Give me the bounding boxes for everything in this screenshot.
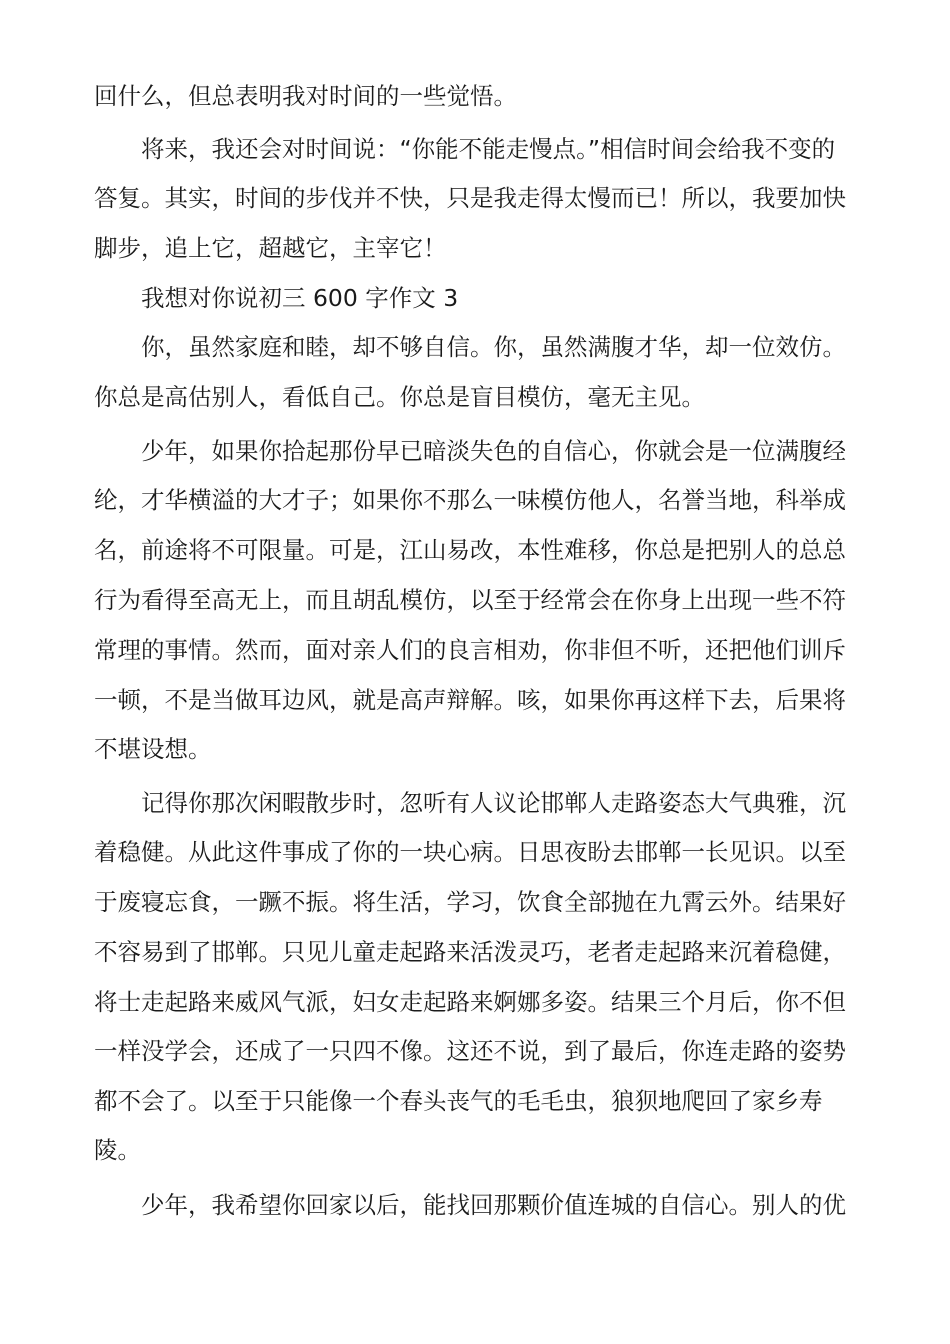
- text-line: [0, 1081, 950, 1121]
- text-line: [0, 129, 950, 169]
- line-text: 记得你那次闲暇散步时，忽听有人议论邯郸人走路姿态大气典雅，沉: [141, 789, 846, 817]
- text-line: [0, 832, 950, 872]
- text-line: [0, 982, 950, 1022]
- line-text: 脚步，追上它，超越它，主宰它！: [94, 234, 447, 262]
- line-text: 于废寝忘食，一蹶不振。将生活，学习，饮食全部抛在九霄云外。结果好: [94, 888, 846, 916]
- line-text: 答复。其实，时间的步伐并不快，只是我走得太慢而已！所以，我要加快: [94, 184, 846, 212]
- line-text: 少年，如果你拾起那份早已暗淡失色的自信心，你就会是一位满腹经: [141, 437, 846, 465]
- text-line: [0, 178, 950, 218]
- line-text: 不堪设想。: [94, 735, 212, 763]
- line-text: 回什么，但总表明我对时间的一些觉悟。: [94, 82, 517, 110]
- text-line: [0, 480, 950, 520]
- text-line: [0, 630, 950, 670]
- text-line: [0, 1031, 950, 1071]
- text-line: [0, 729, 950, 769]
- text-line: [0, 882, 950, 922]
- line-text: 将士走起路来威风气派，妇女走起路来婀娜多姿。结果三个月后，你不但: [94, 988, 846, 1016]
- line-text: 将来，我还会对时间说：“你能不能走慢点。”相信时间会给我不变的: [141, 135, 836, 163]
- line-text: 你总是高估别人，看低自己。你总是盲目模仿，毫无主见。: [94, 383, 705, 411]
- text-line: [0, 1130, 950, 1170]
- line-text: 着稳健。从此这件事成了你的一块心病。日思夜盼去邯郸一长见识。以至: [94, 838, 846, 866]
- line-text: 一样没学会，还成了一只四不像。这还不说，到了最后，你连走路的姿势: [94, 1037, 846, 1065]
- text-line: [0, 228, 950, 268]
- line-text: 常理的事情。然而，面对亲人们的良言相劝，你非但不听，还把他们训斥: [94, 636, 846, 664]
- line-text: 少年，我希望你回家以后，能找回那颗价值连城的自信心。别人的优: [141, 1191, 846, 1219]
- line-text: 都不会了。以至于只能像一个春头丧气的毛毛虫，狼狈地爬回了家乡寿: [94, 1087, 823, 1115]
- text-line: [0, 76, 950, 116]
- line-text: 不容易到了邯郸。只见儿童走起路来活泼灵巧，老者走起路来沉着稳健，: [94, 938, 846, 966]
- text-line: [0, 377, 950, 417]
- text-line: [0, 932, 950, 972]
- text-line: [0, 530, 950, 570]
- text-line: [0, 1185, 950, 1225]
- line-text: 名，前途将不可限量。可是，江山易改，本性难移，你总是把别人的总总: [94, 536, 846, 564]
- text-line: [0, 580, 950, 620]
- line-text: 行为看得至高无上，而且胡乱模仿，以至于经常会在你身上出现一些不符: [94, 586, 846, 614]
- text-line: [0, 680, 950, 720]
- heading-text: 我想对你说初三 600 字作文 3: [141, 284, 459, 312]
- line-text: 一顿，不是当做耳边风，就是高声辩解。咳，如果你再这样下去，后果将: [94, 686, 846, 714]
- line-text: 你，虽然家庭和睦，却不够自信。你，虽然满腹才华，却一位效仿。: [141, 333, 846, 361]
- section-heading: [0, 278, 950, 318]
- line-text: 纶，才华横溢的大才子；如果你不那么一味模仿他人，名誉当地，科举成: [94, 486, 846, 514]
- text-line: [0, 783, 950, 823]
- text-line: [0, 327, 950, 367]
- text-line: [0, 431, 950, 471]
- line-text: 陵。: [94, 1136, 141, 1164]
